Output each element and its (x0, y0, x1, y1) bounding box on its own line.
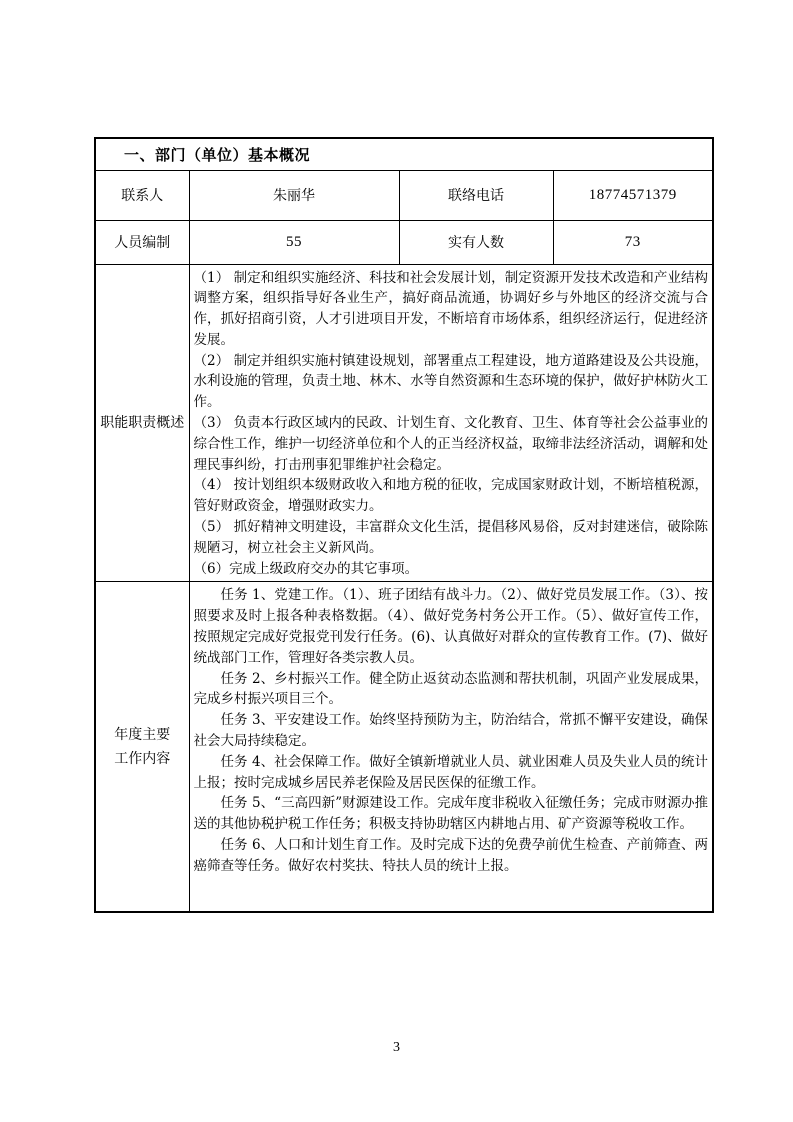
duty-paragraph: （6）完成上级政府交办的其它事项。 (193, 560, 419, 577)
duty-paragraph: （5） 抓好精神文明建设，丰富群众文化生活，提倡移风易俗，反对封建迷信，破除陈规陋习，树立社会主义新风尚。 (193, 519, 709, 556)
phone-value: 18774571379 (553, 170, 713, 220)
annual-work-label-line1: 年度主要 (114, 726, 171, 743)
duties-label: 职能职责概述 (95, 264, 189, 582)
page-number: 3 (393, 1040, 400, 1055)
duties-content (189, 264, 713, 582)
contact-value: 朱丽华 (189, 170, 399, 220)
staffing-label: 人员编制 (95, 220, 189, 264)
contact-label: 联系人 (95, 170, 189, 220)
work-paragraph: 任务 5、“三高四新”财源建设工作。完成年度非税收入征缴任务；完成市财源办推送的其他协税护税工作任务；积极支持协助辖区内耕地占用、矿产资源等税收工作。 (193, 795, 709, 833)
duty-paragraph: （1） 制定和组织实施经济、科技和社会发展计划，制定资源开发技术改造和产业结构调整方案，组织指导好各业生产，搞好商品流通，协调好乡与外地区的经济交流与合作，抓好招商引资，人才引进项目开发，不断培育市场体系，组织经济运行，促进经济发展。 (193, 269, 709, 348)
duty-paragraph: （2） 制定并组织实施村镇建设规划，部署重点工程建设，地方道路建设及公共设施，水利设施的管理，负责土地、林木、水等自然资源和生态环境的保护，做好护林防火工作。 (193, 352, 709, 411)
headcount-label: 实有人数 (399, 220, 553, 264)
work-paragraph: 任务 3、平安建设工作。始终坚持预防为主，防治结合，常抓不懈平安建设，确保社会大局持续稳定。 (193, 712, 709, 750)
duty-paragraph: （4） 按计划组织本级财政收入和地方税的征收，完成国家财政计划，不断培植税源，管好财政资金，增强财政实力。 (193, 477, 709, 515)
contact-row (95, 170, 713, 220)
annual-work-content (189, 582, 713, 912)
staffing-row (95, 220, 713, 264)
annual-work-row (95, 582, 713, 912)
basic-info-table (94, 137, 714, 913)
section-title-row (95, 138, 713, 170)
phone-label: 联络电话 (399, 170, 553, 220)
annual-work-label-line2: 工作内容 (114, 750, 171, 767)
work-paragraph: 任务 6、人口和计划生育工作。及时完成下达的免费孕前优生检查、产前筛查、两癌筛查等任务。做好农村奖扶、特扶人员的统计上报。 (193, 837, 709, 874)
duties-row (95, 264, 713, 582)
work-paragraph: 任务 4、社会保障工作。做好全镇新增就业人员、就业困难人员及失业人员的统计上报；按时完成城乡居民养老保险及居民医保的征缴工作。 (193, 753, 709, 791)
work-paragraph: 任务 1、党建工作。（1）、班子团结有战斗力。（2）、做好党员发展工作。（3）、按照要求及时上报各种表格数据。（4）、做好党务村务公开工作。（5）、做好宣传工作，按照规定完成好党报党刊发行任务。(6)、认真做好对群众的宣传教育工作。(7)、做好统战部门工作，管理好各类宗教人员。 (193, 587, 709, 666)
work-paragraph: 任务 2、乡村振兴工作。健全防止返贫动态监测和帮扶机制，巩固产业发展成果，完成乡村振兴项目三个。 (193, 670, 709, 708)
staffing-value: 55 (189, 220, 399, 264)
annual-work-label (95, 582, 189, 912)
duty-paragraph: （3） 负责本行政区域内的民政、计划生育、文化教育、卫生、体育等社会公益事业的综合性工作，维护一切经济单位和个人的正当经济权益，取缔非法经济活动，调解和处理民事纠纷，打击刑事犯罪维护社会稳定。 (193, 415, 709, 473)
headcount-value: 73 (553, 220, 713, 264)
section-title: 一、部门（单位）基本概况 (95, 138, 713, 170)
